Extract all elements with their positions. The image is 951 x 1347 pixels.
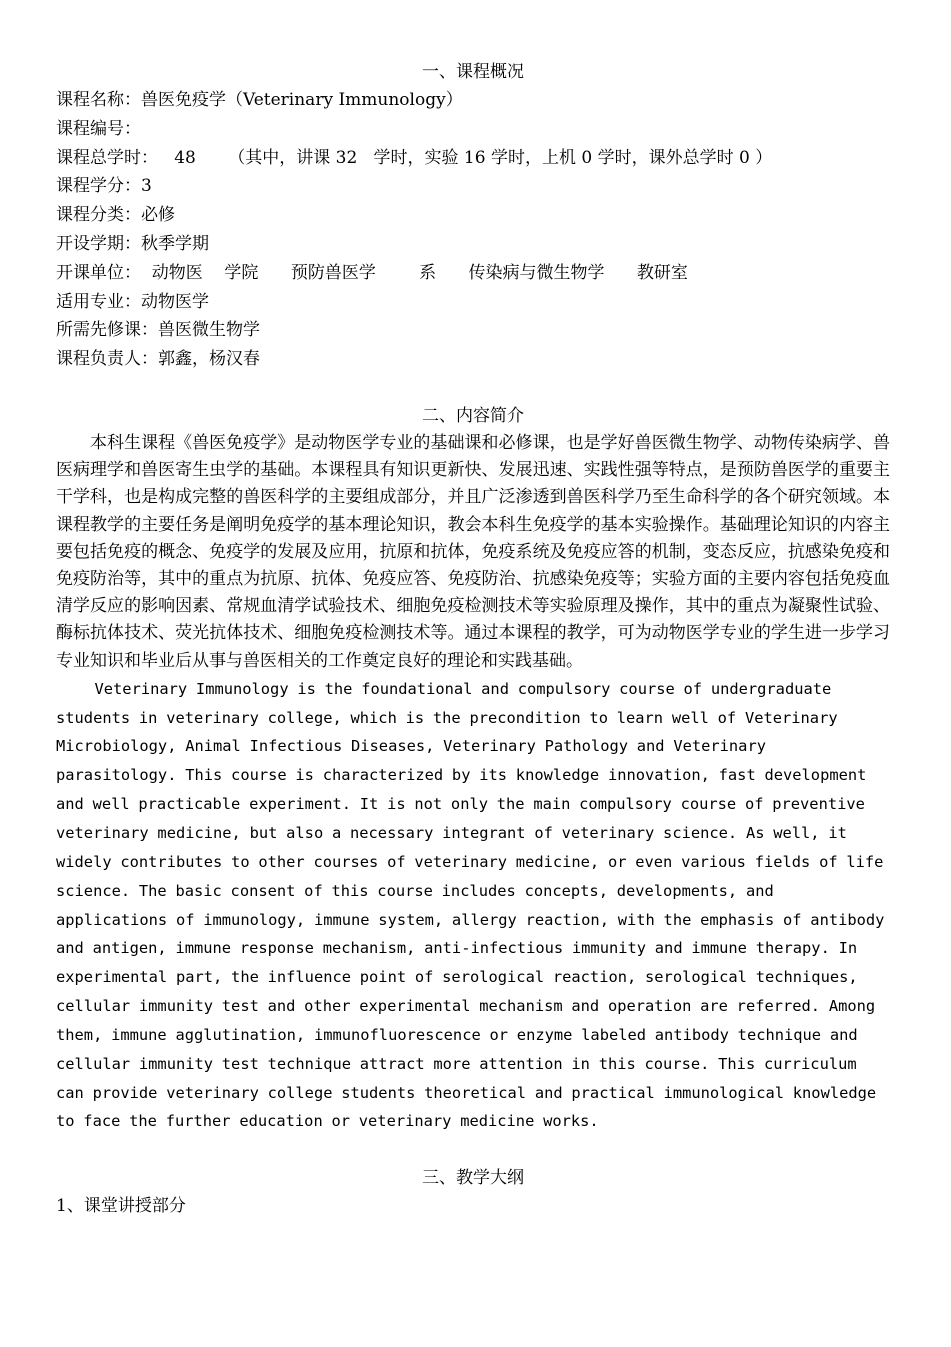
course-prerequisite-line: 所需先修课：兽医微生物学 xyxy=(56,320,260,341)
course-info-block xyxy=(56,86,890,374)
course-name-line: 课程名称：兽医免疫学（Veterinary Immunology） xyxy=(56,90,463,110)
summary-paragraph-english: Veterinary Immunology is the foundational and compulsory course of undergraduate students in veterinary college, which is the precondition to learn well of Veterinary Microbiology, Animal Infectious Diseases, Veterinary Pathology and Veterinary parasitology. This course is characterized by its knowledge innovation, fast development and well practicable experiment. It is not only the main compulsory course of preventive veterinary medicine, but also a necessary integrant of veterinary science. As well, it widely contributes to other courses of veterinary medicine, or even various fields of life science. The basic consent of this course includes concepts, developments, and applications of immunology, immune system, allergy reaction, with the emphasis of antibody and antigen, immune response mechanism, anti-infectious immunity and immune therapy. In experimental part, the influence point of serological reaction, serological techniques, cellular immunity test and other experimental mechanism and operation are referred. Among them, immune agglutination, immunofluorescence or enzyme labeled antibody technique and cellular immunity test technique attract more attention in this course. This curriculum can provide veterinary college students theoretical and practical immunological knowledge to face the further education or veterinary medicine works. xyxy=(56,679,885,1131)
course-instructor-line: 课程负责人：郭鑫，杨汉春 xyxy=(56,349,260,370)
course-hours-line: 课程总学时： 48 （其中，讲课 32 学时，实验 16 学时，上机 0 学时，课外总学时 0 ） xyxy=(56,147,773,168)
section-heading-overview: 一、课程概况 xyxy=(422,62,524,82)
course-unit-line: 开课单位： 动物医 学院 预防兽医学 系 传染病与微生物学 教研室 xyxy=(56,262,688,283)
course-major-line: 适用专业：动物医学 xyxy=(56,291,209,312)
course-credits-line: 课程学分：3 xyxy=(56,176,152,197)
course-category-line: 课程分类：必修 xyxy=(56,205,175,226)
document-page xyxy=(56,58,890,1220)
section-heading-summary: 二、内容简介 xyxy=(422,405,524,426)
course-code-line: 课程编号： xyxy=(56,118,141,139)
course-semester-line: 开设学期：秋季学期 xyxy=(56,233,209,254)
section-heading-syllabus: 三、教学大纲 xyxy=(422,1168,524,1189)
syllabus-subheading-lectures: 1、课堂讲授部分 xyxy=(56,1196,186,1217)
summary-paragraph-chinese: 本科生课程《兽医免疫学》是动物医学专业的基础课和必修课，也是学好兽医微生物学、动物传染病学、兽医病理学和兽医寄生虫学的基础。本课程具有知识更新快、发展迅速、实践性强等特点，是预防兽医学的重要主干学科，也是构成完整的兽医科学的主要组成部分，并且广泛渗透到兽医科学乃至生命科学的各个研究领域。本课程教学的主要任务是阐明免疫学的基本理论知识，教会本科生免疫学的基本实验操作。基础理论知识的内容主要包括免疫的概念、免疫学的发展及应用，抗原和抗体，免疫系统及免疫应答的机制，变态反应，抗感染免疫和免疫防治等，其中的重点为抗原、抗体、免疫应答、免疫防治、抗感染免疫等；实验方面的主要内容包括免疫血清学反应的影响因素、常规血清学试验技术、细胞免疫检测技术等实验原理及操作，其中的重点为凝聚性试验、酶标抗体技术、荧光抗体技术、细胞免疫检测技术等。通过本课程的教学，可为动物医学专业的学生进一步学习专业知识和毕业后从事与兽医相关的工作奠定良好的理论和实践基础。 xyxy=(56,432,890,671)
